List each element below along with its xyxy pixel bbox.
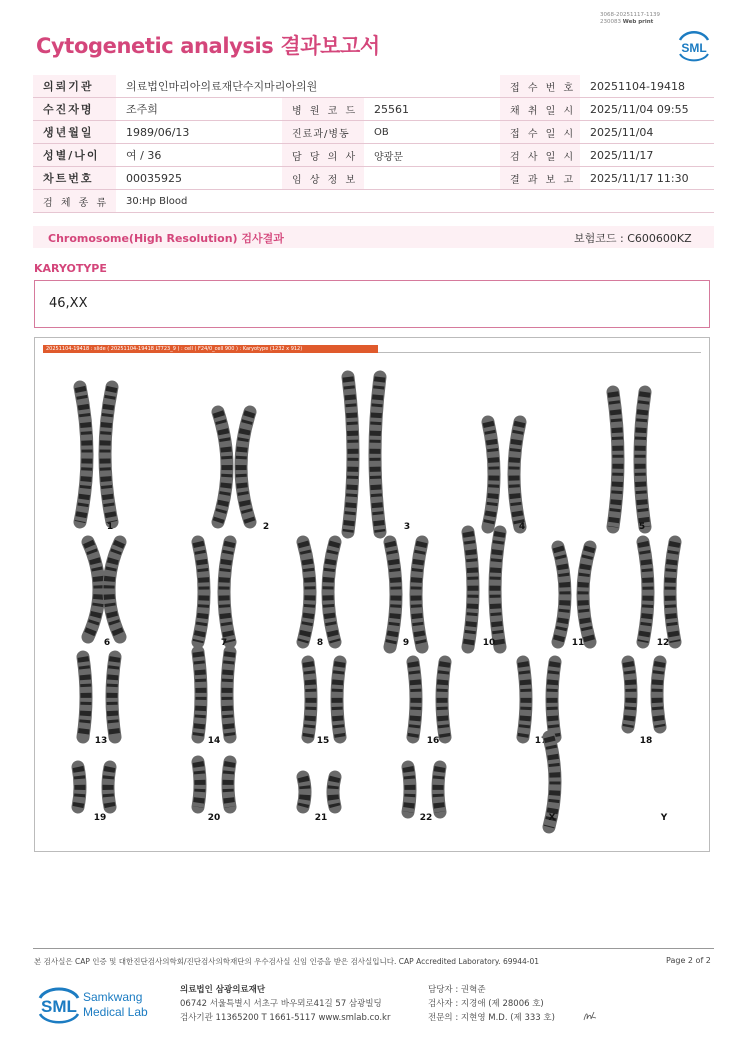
chromosome-label-1: 1 <box>106 522 114 532</box>
report-code-line2 <box>600 19 660 26</box>
info-label: 진료과/병동 <box>282 121 364 144</box>
info-value <box>364 167 500 190</box>
info-value: OB <box>364 121 500 144</box>
chromosome-7 <box>198 542 204 642</box>
info-label: 차트번호 <box>33 167 116 190</box>
chromosome-bands-17 <box>523 662 526 737</box>
info-row <box>33 190 714 213</box>
samkwang-logo-icon <box>37 982 177 1026</box>
chromosome-label-7: 7 <box>220 638 228 648</box>
sml-logo-icon <box>674 28 714 62</box>
signature-icon <box>582 1008 598 1024</box>
info-label: 생년월일 <box>33 121 116 144</box>
info-label: 검 사 일 시 <box>500 144 580 167</box>
chromosome-7 <box>224 542 230 642</box>
report-title: Cytogenetic analysis 결과보고서 <box>36 34 380 58</box>
chromosome-label-13: 13 <box>94 736 108 746</box>
chromosome-label-5: 5 <box>638 522 646 532</box>
chromosome-label-16: 16 <box>426 736 440 746</box>
chromosome-label-20: 20 <box>207 813 221 823</box>
chromosome-label-21: 21 <box>314 813 328 823</box>
info-label: 성별/나이 <box>33 144 116 167</box>
chromosome-bands-16 <box>442 662 445 737</box>
chromosome-3 <box>348 377 353 532</box>
info-value: 2025/11/17 <box>580 144 714 167</box>
info-label: 채 취 일 시 <box>500 98 580 121</box>
info-row <box>33 121 714 144</box>
chromosome-bands-16 <box>413 662 416 737</box>
karyogram-caption: 20251104-19418 : slide ( 20251104-19418 LT723_9 ) : cell ( F24/0_cell 900 ) : Karyotype (1232 x 912) <box>43 345 378 353</box>
chromosome-label-9: 9 <box>402 638 410 648</box>
info-label: 의뢰기관 <box>33 75 116 98</box>
info-label: 임 상 정 보 <box>282 167 364 190</box>
info-row <box>33 98 714 121</box>
chromosome-bands-15 <box>308 662 311 737</box>
chromosome-label-10: 10 <box>482 638 496 648</box>
footer-divider <box>33 948 714 949</box>
org-name: 의료법인 삼광의료재단 <box>180 985 266 995</box>
chromosome-8 <box>303 542 310 642</box>
chromosome-8 <box>328 542 335 642</box>
info-value: 1989/06/13 <box>116 121 282 144</box>
chromosome-label-18: 18 <box>639 736 653 746</box>
info-row <box>33 167 714 190</box>
karyotype-heading: KARYOTYPE <box>34 262 107 275</box>
caption-divider <box>378 352 701 353</box>
staff-tester: 검사자 : 지경애 (제 28006 호) <box>428 999 544 1009</box>
staff-specialist: 전문의 : 지현영 M.D. (제 333 호) <box>428 1013 555 1023</box>
accreditation-note: 본 검사실은 CAP 인증 및 대한진단검사의학회/진단검사의학재단의 우수검사실 신임 인증을 받은 검사실입니다. CAP Accredited Laboratory. 69944-01 <box>34 957 540 966</box>
chromosome-label-22: 22 <box>419 813 433 823</box>
info-value: 2025/11/04 09:55 <box>580 98 714 121</box>
info-value: 20251104-19418 <box>580 75 714 98</box>
page-number: Page 2 of 2 <box>666 956 711 965</box>
report-code-line1: 3068-20251117-1139 <box>600 12 660 18</box>
info-value: 2025/11/04 <box>580 121 714 144</box>
info-row <box>33 144 714 167</box>
footer-logo-sub2: Medical Lab <box>83 1005 148 1019</box>
info-label: 병 원 코 드 <box>282 98 364 121</box>
report-code <box>600 12 660 25</box>
info-value: 2025/11/17 11:30 <box>580 167 714 190</box>
info-label: 접 수 일 시 <box>500 121 580 144</box>
chromosome-label-2: 2 <box>262 522 270 532</box>
chromosome-label-12: 12 <box>656 638 670 648</box>
org-address: 06742 서울특별시 서초구 바우뫼로41길 57 삼광빌딩 <box>180 999 382 1009</box>
info-row <box>33 75 714 98</box>
specimen-label: 검 체 종 류 <box>33 190 116 213</box>
chromosome-label-11: 11 <box>571 638 585 648</box>
chromosome-bands-15 <box>337 662 340 737</box>
karyotype-result-box <box>34 280 710 328</box>
info-value: 여 / 36 <box>116 144 282 167</box>
section-title: Chromosome(High Resolution) 검사결과 <box>48 232 284 245</box>
sml-logo-text: SML <box>681 41 707 55</box>
info-label: 담 당 의 사 <box>282 144 364 167</box>
chromosome-12 <box>670 542 675 642</box>
info-value: 의료법인마리아의료재단수지마리아의원 <box>116 75 500 98</box>
insurance-code: 보험코드 : C600600KZ <box>574 232 692 245</box>
chromosome-label-8: 8 <box>316 638 324 648</box>
chromosome-12 <box>643 542 648 642</box>
chromosome-label-14: 14 <box>207 736 221 746</box>
chromosome-label-6: 6 <box>103 638 111 648</box>
info-label: 접 수 번 호 <box>500 75 580 98</box>
chromosome-bands-17 <box>552 662 555 737</box>
info-value: 조주희 <box>116 98 282 121</box>
chromosome-label-15: 15 <box>316 736 330 746</box>
chromosome-3 <box>375 377 380 532</box>
info-label: 수진자명 <box>33 98 116 121</box>
specimen-value: 30:Hp Blood <box>116 190 714 213</box>
info-label: 결 과 보 고 <box>500 167 580 190</box>
chromosome-label-3: 3 <box>403 522 411 532</box>
footer-logo-sub1: Samkwang <box>83 990 143 1004</box>
karyotype-result: 46,XX <box>49 296 88 311</box>
chromosome-label-Y: Y <box>660 813 668 823</box>
chromosome-label-17: 17 <box>534 736 548 746</box>
chromosome-label-X: X <box>548 813 556 823</box>
info-value: 00035925 <box>116 167 282 190</box>
report-code-id: 230083 <box>600 18 621 25</box>
info-value: 25561 <box>364 98 500 121</box>
footer-logo-text: SML <box>41 997 77 1016</box>
staff-in-charge: 담당자 : 권혁준 <box>428 985 486 995</box>
patient-info-table <box>33 75 714 213</box>
chromosome-label-4: 4 <box>518 522 526 532</box>
org-contact: 검사기관 11365200 T 1661-5117 www.smlab.co.kr <box>180 1013 391 1023</box>
karyogram-svg <box>34 337 710 852</box>
info-value: 양광문 <box>364 144 500 167</box>
web-print-label: Web print <box>622 18 654 25</box>
chromosome-label-19: 19 <box>93 813 107 823</box>
